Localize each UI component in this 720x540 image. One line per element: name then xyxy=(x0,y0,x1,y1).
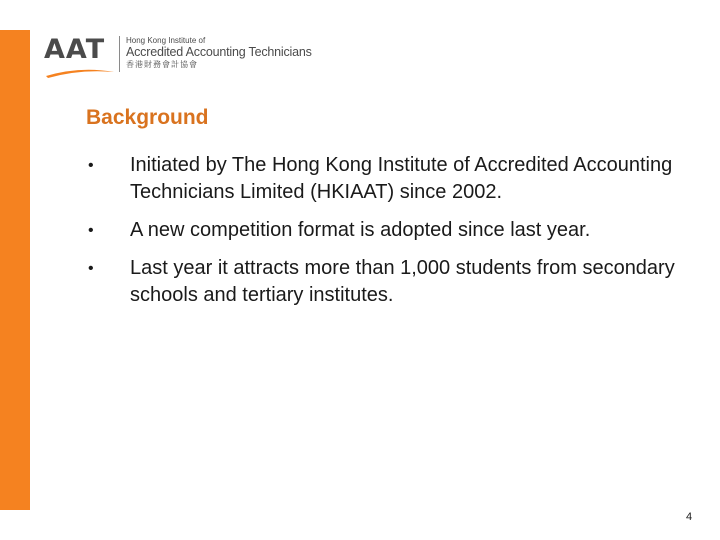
logo-line-institute: Hong Kong Institute of xyxy=(126,36,206,45)
aat-logo xyxy=(44,32,334,80)
logo-line-accredited: Accredited Accounting Technicians xyxy=(126,45,312,59)
logo-line-chinese: 香港財務會計協會 xyxy=(126,60,198,69)
logo-divider xyxy=(119,36,120,72)
logo-swoosh-icon xyxy=(44,64,116,80)
logo-wordmark xyxy=(126,36,312,70)
slide-title: Background xyxy=(86,106,209,129)
bullet-text: Initiated by The Hong Kong Institute of Accredited Accounting Technicians Limited (HKIAAT) since 2002. xyxy=(130,154,673,203)
bullet-text: A new competition format is adopted since last year. xyxy=(130,219,591,241)
bullet-list xyxy=(86,152,686,320)
aat-logo-letters: AAT xyxy=(44,34,106,65)
bullet-item xyxy=(86,255,686,309)
bullet-marker: • xyxy=(88,157,94,174)
bullet-item xyxy=(86,152,686,206)
bullet-marker: • xyxy=(88,222,94,239)
bullet-marker: • xyxy=(88,260,94,277)
left-accent-bar xyxy=(0,30,30,510)
page-number: 4 xyxy=(686,511,693,523)
bullet-text: Last year it attracts more than 1,000 students from secondary schools and tertiary institutes. xyxy=(130,257,675,306)
bullet-item xyxy=(86,217,686,244)
aat-logo-mark xyxy=(44,36,116,80)
